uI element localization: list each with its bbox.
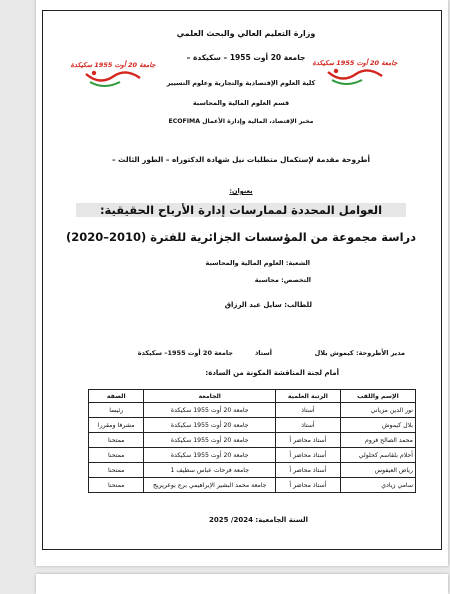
logo-left-text: جامعة 20 أوت 1955 سكيكدة — [70, 61, 156, 69]
branch: الشعبة: العلوم المالية والمحاسبة — [205, 259, 310, 267]
table-row — [89, 448, 416, 463]
member-role: ممتحنا — [89, 478, 144, 493]
header-name: الإسم واللقب — [340, 390, 415, 403]
faculty-name: كلية العلوم الإقتصادية والتجارية وعلوم التسيير — [166, 79, 316, 87]
member-university: جامعة 20 أوت 1955 سكيكدة — [144, 448, 276, 463]
table-row — [89, 478, 416, 493]
thesis-title-main: العوامل المحددة لممارسات إدارة الأرباح الحقيقية: — [76, 203, 406, 217]
member-university: جامعة فرحات عباس سطيف 1 — [144, 463, 276, 478]
member-rank: أستاذ محاضر أ — [276, 448, 341, 463]
table-row — [89, 433, 416, 448]
member-rank: أستاذ محاضر أ — [276, 433, 341, 448]
member-role: رئيسا — [89, 403, 144, 418]
member-university: جامعة 20 أوت 1955 سكيكدة — [144, 418, 276, 433]
member-university: جامعة 20 أوت 1955 سكيكدة — [144, 403, 276, 418]
director-university: جامعة 20 أوت 1955– سكيكدة — [137, 349, 233, 357]
member-role: ممتحنا — [89, 463, 144, 478]
document-page — [36, 0, 448, 566]
member-name: نور الدين مزياني — [340, 403, 415, 418]
member-name: محمد الصالح فروم — [340, 433, 415, 448]
title-label: بعنوان: — [229, 187, 253, 195]
thesis-director: مدير الأطروحة: كيموش بلال — [314, 349, 405, 357]
member-rank: أستاذ محاضر أ — [276, 463, 341, 478]
member-role: ممتحنا — [89, 433, 144, 448]
lab-name: مخبر الإقتصاد، المالية وإدارة الأعمال ECOFIMA — [168, 118, 314, 125]
table-header-row — [89, 390, 416, 403]
header-rank: الرتبة العلمية — [276, 390, 341, 403]
university-name: جامعة 20 أوت 1955 – سكيكدة – — [186, 53, 306, 62]
member-role: ممتحنا — [89, 448, 144, 463]
member-name: أحلام بلقاسم كحلولي — [340, 448, 415, 463]
department-name: قسم العلوم المالية والمحاسبة — [192, 99, 290, 107]
header-university: الجامعة — [144, 390, 276, 403]
academic-year: السنة الجامعية: 2024/ 2025 — [209, 516, 308, 524]
member-rank: أستاذ محاضر أ — [276, 478, 341, 493]
table-row — [89, 463, 416, 478]
header-role: الصفة — [89, 390, 144, 403]
member-university: جامعة 20 أوت 1955 سكيكدة — [144, 433, 276, 448]
next-page-edge — [36, 574, 448, 594]
thesis-statement: أطروحة مقدمة لإستكمال متطلبات نيل شهادة الدكتوراه – الطور الثالث – — [111, 155, 371, 164]
member-rank: أستاذ — [276, 403, 341, 418]
table-row — [89, 403, 416, 418]
director-rank: أستاذ — [254, 349, 272, 357]
logo-right-text: جامعة 20 أوت 1955 سكيكدة — [312, 59, 398, 67]
thesis-title-sub: دراسة مجموعة من المؤسسات الجزائرية للفترة (2010–2020) — [65, 230, 417, 244]
specialty: التخصص: محاسبة — [254, 276, 311, 284]
member-name: رياض العيفوس — [340, 463, 415, 478]
committee-table — [88, 389, 416, 493]
member-rank: أستاذ — [276, 418, 341, 433]
member-name: سامي زيادي — [340, 478, 415, 493]
committee-intro: أمام لجنة المناقشة المكونة من السادة: — [205, 369, 339, 377]
member-university: جامعة محمد البشير الإبراهيمي برج بوعريريج — [144, 478, 276, 493]
table-row — [89, 418, 416, 433]
member-role: مشرفا ومقررا — [89, 418, 144, 433]
ministry-name: وزارة التعليم العالي والبحث العلمي — [176, 29, 316, 38]
member-name: بلال كيموش — [340, 418, 415, 433]
student-name: للطالب: سايل عبد الرزاق — [224, 301, 312, 309]
